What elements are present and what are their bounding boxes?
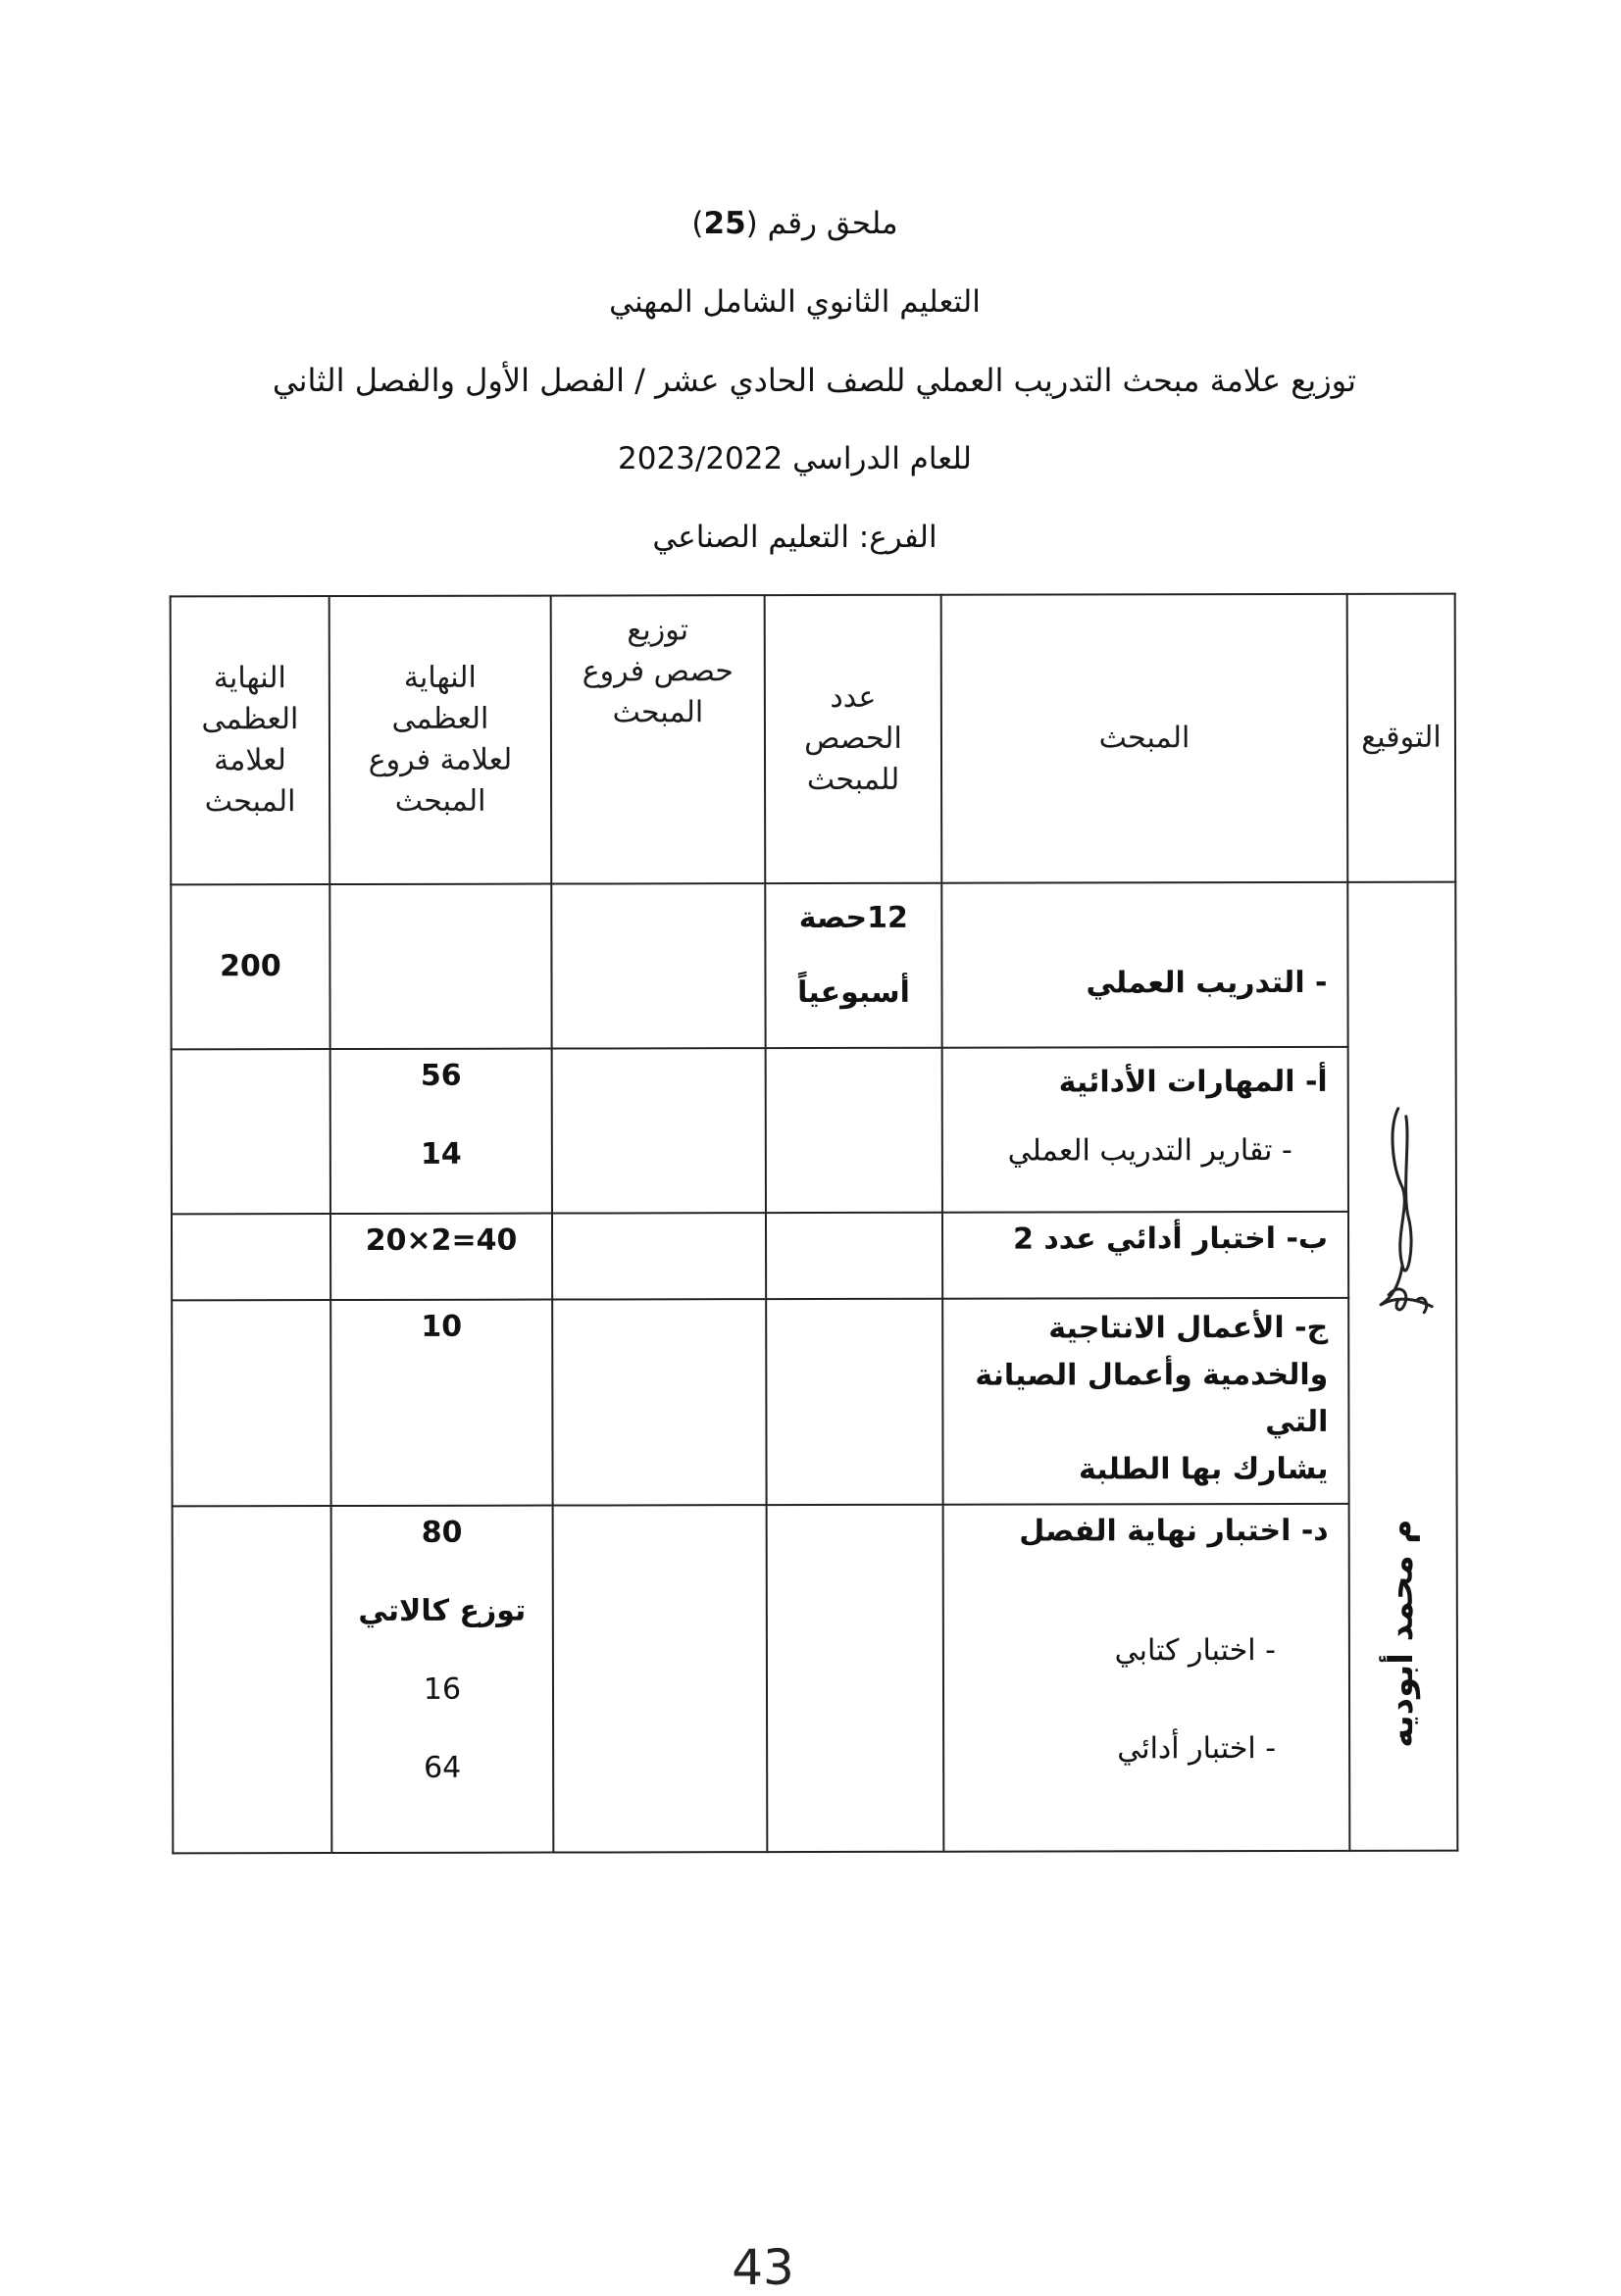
total-production	[172, 1300, 330, 1506]
marks-final-exam: 80 توزع كالاتي 16 64	[331, 1506, 554, 1853]
periods-skills	[766, 1048, 942, 1213]
table-row-performance-test	[172, 1212, 1456, 1301]
signature-name: م محمد أبوديه	[1381, 1519, 1422, 1748]
subject-practical: - التدريب العملي	[941, 882, 1347, 1048]
annex-close: )	[691, 206, 704, 241]
distribution-title: توزيع علامة مبحث التدريب العملي للصف الحادي عشر / الفصل الأول والفصل الثاني	[272, 362, 1357, 399]
distribution-performance-test	[552, 1213, 766, 1299]
subject-final-exam: د- اختبار نهاية الفصل - اختبار كتابي - اختبار أدائي	[943, 1504, 1350, 1852]
subject-production: ج- الأعمال الانتاجية والخدمية وأعمال الصيانة التي يشارك بها الطلبة	[942, 1298, 1348, 1505]
col-header-distribution: توزيع حصص فروع المبحث	[551, 595, 766, 883]
total-final-exam	[173, 1506, 332, 1853]
col-header-subject-max: النهاية العظمى لعلامة المبحث	[171, 596, 330, 884]
marks-performance-test: 20×2=40	[330, 1214, 552, 1300]
marks-production: 10	[330, 1300, 552, 1506]
col-header-subject: المبحث	[941, 594, 1348, 883]
branch-title: الفرع: التعليم الصناعي	[652, 520, 937, 555]
col-header-signature: التوقيع	[1347, 594, 1456, 882]
periods-final-exam	[767, 1505, 944, 1852]
distribution-skills	[552, 1048, 766, 1213]
distribution-production	[552, 1299, 766, 1505]
marks-distribution-table	[170, 593, 1459, 1855]
table-row-final-exam	[173, 1504, 1458, 1854]
distribution-practical	[551, 883, 765, 1048]
subject-performance-test: ب- اختبار أدائي عدد 2	[942, 1212, 1348, 1299]
annex-label: ملحق رقم (	[745, 206, 898, 241]
table-row-skills	[172, 1047, 1456, 1215]
total-practical: 200	[171, 884, 329, 1049]
branch-max-practical	[329, 884, 551, 1049]
total-skills	[172, 1049, 330, 1214]
signature-cell	[1347, 882, 1457, 1851]
periods-performance-test	[766, 1213, 942, 1299]
table-row-practical	[171, 882, 1455, 1050]
table-header-row	[171, 594, 1456, 885]
col-header-branch-max: النهاية العظمى لعلامة فروع المبحث	[329, 596, 552, 884]
track-title: التعليم الثانوي الشامل المهني	[609, 284, 981, 320]
page-number-text: 43	[732, 2239, 794, 2296]
page-number	[714, 2237, 812, 2296]
annex-title	[0, 204, 1605, 243]
periods-practical: 12حصة أسبوعياً	[765, 883, 941, 1048]
signature-scribble	[1359, 1099, 1448, 1334]
periods-production	[766, 1299, 942, 1505]
total-performance-test	[172, 1214, 330, 1300]
col-header-periods: عدد الحصص للمبحث	[765, 595, 942, 883]
subject-skills: أ- المهارات الأدائية - تقارير التدريب العملي	[942, 1047, 1348, 1213]
school-year: للعام الدراسي 2023/2022	[618, 441, 972, 476]
annex-number: 25	[703, 206, 746, 241]
marks-skills: 56 14	[330, 1049, 552, 1214]
distribution-final-exam	[553, 1505, 768, 1852]
table-row-production	[172, 1298, 1456, 1507]
